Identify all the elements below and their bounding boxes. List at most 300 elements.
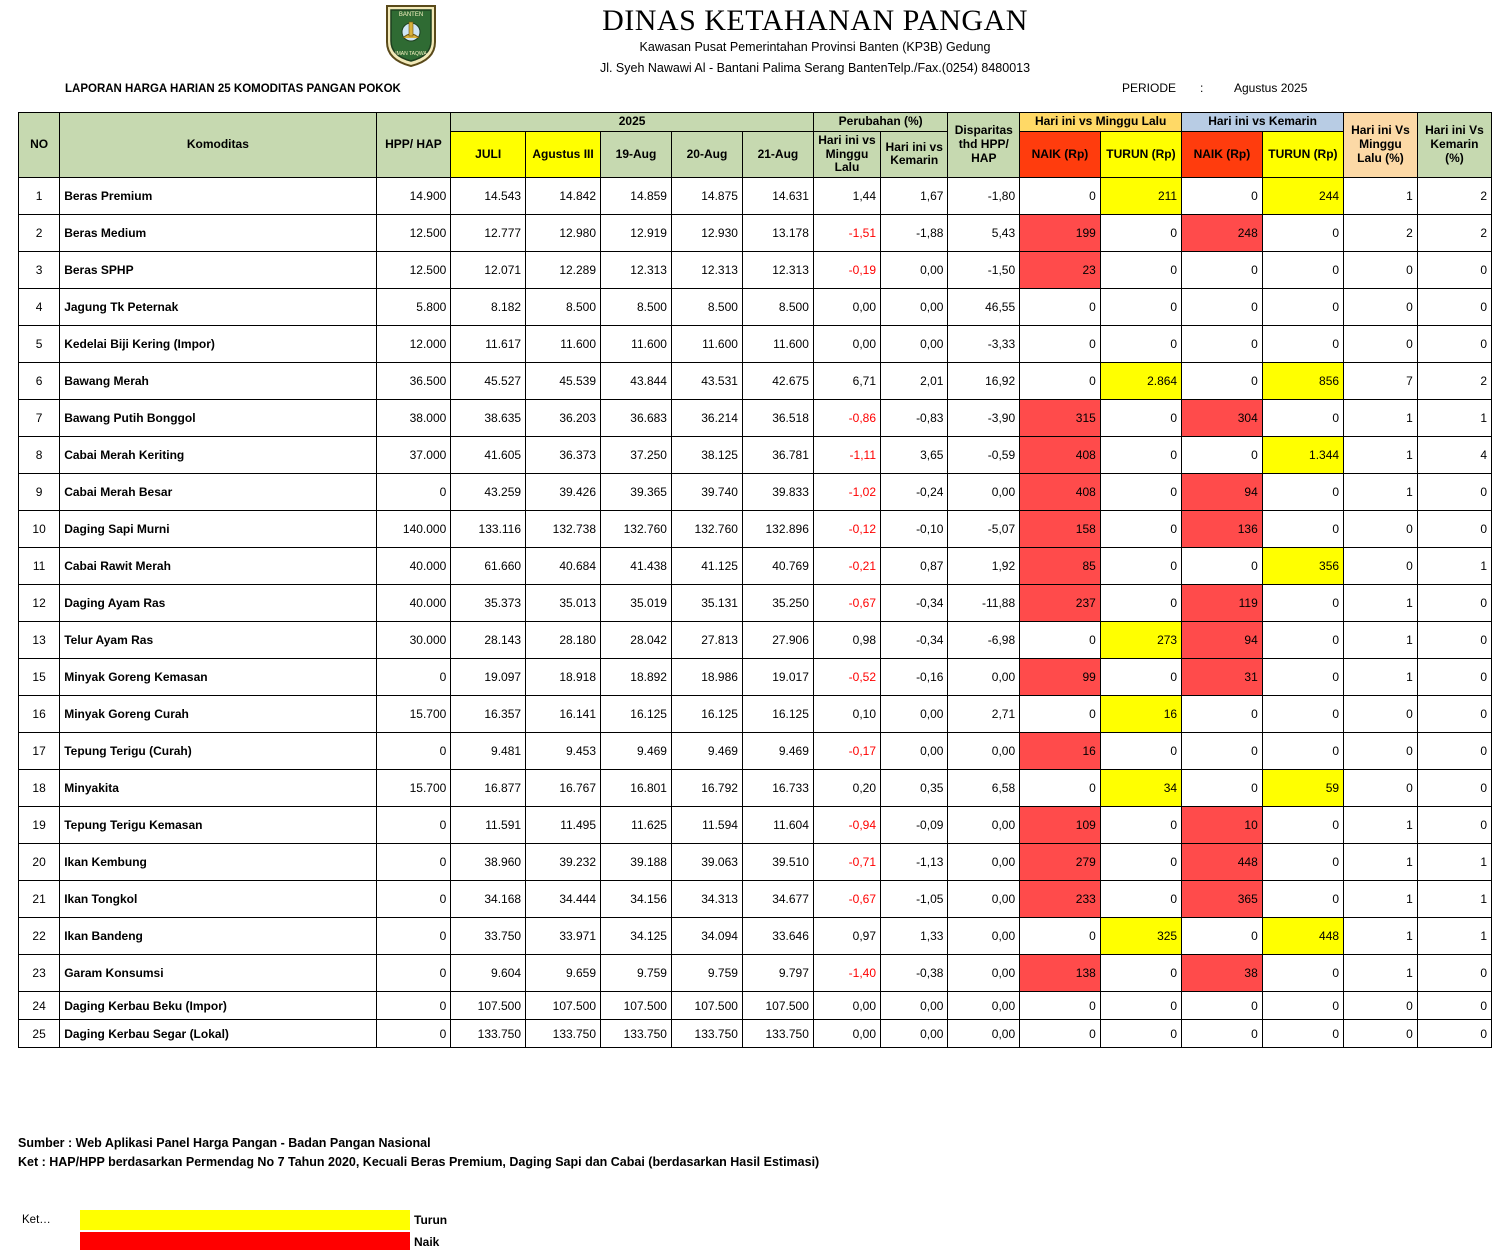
report-title: LAPORAN HARGA HARIAN 25 KOMODITAS PANGAN POKOK bbox=[65, 83, 401, 95]
pct-minggu: 0 bbox=[1344, 770, 1418, 807]
price-juli: 34.168 bbox=[451, 881, 526, 918]
price-juli: 133.116 bbox=[451, 511, 526, 548]
change-pct-kemarin: 0,35 bbox=[881, 770, 948, 807]
price-21-aug: 27.906 bbox=[742, 622, 813, 659]
price-21-aug: 9.469 bbox=[742, 733, 813, 770]
th-21-aug: 21-Aug bbox=[742, 131, 813, 177]
hpp-value: 0 bbox=[376, 1020, 451, 1048]
price-19-aug: 35.019 bbox=[601, 585, 672, 622]
legend-swatch-naik bbox=[80, 1232, 410, 1250]
disparity-value: -5,07 bbox=[948, 511, 1020, 548]
price-21-aug: 42.675 bbox=[742, 363, 813, 400]
table-row bbox=[19, 807, 1492, 844]
disparity-value: 1,92 bbox=[948, 548, 1020, 585]
price-20-aug: 41.125 bbox=[671, 548, 742, 585]
change-pct-minggu: -0,71 bbox=[813, 844, 880, 881]
turun-rp-kemarin: 0 bbox=[1262, 474, 1343, 511]
pct-kemarin: 2 bbox=[1417, 215, 1491, 252]
price-19-aug: 11.625 bbox=[601, 807, 672, 844]
row-number: 17 bbox=[19, 733, 60, 770]
th-naik-rp-minggu: NAIK (Rp) bbox=[1020, 131, 1101, 177]
disparity-value: 16,92 bbox=[948, 363, 1020, 400]
banten-coat-of-arms-icon bbox=[383, 2, 439, 68]
naik-rp-kemarin: 0 bbox=[1182, 363, 1263, 400]
price-juli: 16.357 bbox=[451, 696, 526, 733]
turun-rp-minggu: 211 bbox=[1100, 178, 1181, 215]
disparity-value: 0,00 bbox=[948, 659, 1020, 696]
naik-rp-kemarin: 119 bbox=[1182, 585, 1263, 622]
naik-rp-minggu: 0 bbox=[1020, 770, 1101, 807]
commodity-name: Cabai Merah Keriting bbox=[60, 437, 376, 474]
disparity-value: 0,00 bbox=[948, 807, 1020, 844]
change-pct-minggu: -0,94 bbox=[813, 807, 880, 844]
th-pct-kemarin: Hari ini Vs Kemarin (%) bbox=[1417, 113, 1491, 178]
row-number: 13 bbox=[19, 622, 60, 659]
naik-rp-kemarin: 0 bbox=[1182, 548, 1263, 585]
price-20-aug: 11.600 bbox=[671, 326, 742, 363]
naik-rp-kemarin: 0 bbox=[1182, 1020, 1263, 1048]
disparity-value: -3,90 bbox=[948, 400, 1020, 437]
pct-minggu: 0 bbox=[1344, 733, 1418, 770]
price-agustus: 132.738 bbox=[526, 511, 601, 548]
disparity-value: 6,58 bbox=[948, 770, 1020, 807]
naik-rp-kemarin: 94 bbox=[1182, 474, 1263, 511]
hpp-value: 38.000 bbox=[376, 400, 451, 437]
turun-rp-minggu: 34 bbox=[1100, 770, 1181, 807]
change-pct-kemarin: 0,00 bbox=[881, 1020, 948, 1048]
price-agustus: 14.842 bbox=[526, 178, 601, 215]
price-21-aug: 14.631 bbox=[742, 178, 813, 215]
row-number: 8 bbox=[19, 437, 60, 474]
row-number: 11 bbox=[19, 548, 60, 585]
price-juli: 41.605 bbox=[451, 437, 526, 474]
th-group-minggu: Hari ini vs Minggu Lalu bbox=[1020, 113, 1182, 132]
change-pct-kemarin: -0,09 bbox=[881, 807, 948, 844]
row-number: 3 bbox=[19, 252, 60, 289]
change-pct-minggu: -1,11 bbox=[813, 437, 880, 474]
pct-minggu: 1 bbox=[1344, 844, 1418, 881]
price-agustus: 45.539 bbox=[526, 363, 601, 400]
price-agustus: 18.918 bbox=[526, 659, 601, 696]
pct-kemarin: 2 bbox=[1417, 178, 1491, 215]
turun-rp-kemarin: 356 bbox=[1262, 548, 1343, 585]
change-pct-kemarin: 0,00 bbox=[881, 326, 948, 363]
change-pct-kemarin: 2,01 bbox=[881, 363, 948, 400]
period-value: Agustus 2025 bbox=[1234, 81, 1308, 95]
turun-rp-kemarin: 244 bbox=[1262, 178, 1343, 215]
svg-text:BANTEN: BANTEN bbox=[398, 12, 424, 18]
price-juli: 11.617 bbox=[451, 326, 526, 363]
row-number: 25 bbox=[19, 1020, 60, 1048]
price-19-aug: 9.759 bbox=[601, 955, 672, 992]
naik-rp-kemarin: 248 bbox=[1182, 215, 1263, 252]
row-number: 21 bbox=[19, 881, 60, 918]
naik-rp-kemarin: 0 bbox=[1182, 178, 1263, 215]
table-row bbox=[19, 215, 1492, 252]
price-20-aug: 27.813 bbox=[671, 622, 742, 659]
turun-rp-minggu: 0 bbox=[1100, 289, 1181, 326]
naik-rp-minggu: 408 bbox=[1020, 474, 1101, 511]
naik-rp-minggu: 0 bbox=[1020, 1020, 1101, 1048]
price-20-aug: 43.531 bbox=[671, 363, 742, 400]
naik-rp-minggu: 23 bbox=[1020, 252, 1101, 289]
row-number: 1 bbox=[19, 178, 60, 215]
price-20-aug: 11.594 bbox=[671, 807, 742, 844]
naik-rp-minggu: 279 bbox=[1020, 844, 1101, 881]
price-21-aug: 36.518 bbox=[742, 400, 813, 437]
hpp-value: 0 bbox=[376, 844, 451, 881]
naik-rp-minggu: 16 bbox=[1020, 733, 1101, 770]
price-juli: 61.660 bbox=[451, 548, 526, 585]
price-juli: 33.750 bbox=[451, 918, 526, 955]
naik-rp-kemarin: 0 bbox=[1182, 770, 1263, 807]
change-pct-kemarin: 1,33 bbox=[881, 918, 948, 955]
price-19-aug: 8.500 bbox=[601, 289, 672, 326]
change-pct-minggu: -0,21 bbox=[813, 548, 880, 585]
table-row bbox=[19, 363, 1492, 400]
price-19-aug: 41.438 bbox=[601, 548, 672, 585]
th-year: 2025 bbox=[451, 113, 814, 132]
table-row bbox=[19, 918, 1492, 955]
price-19-aug: 37.250 bbox=[601, 437, 672, 474]
price-20-aug: 8.500 bbox=[671, 289, 742, 326]
table-row bbox=[19, 881, 1492, 918]
turun-rp-kemarin: 0 bbox=[1262, 1020, 1343, 1048]
turun-rp-minggu: 0 bbox=[1100, 400, 1181, 437]
turun-rp-kemarin: 0 bbox=[1262, 400, 1343, 437]
change-pct-kemarin: 1,67 bbox=[881, 178, 948, 215]
pct-minggu: 1 bbox=[1344, 807, 1418, 844]
change-pct-minggu: 1,44 bbox=[813, 178, 880, 215]
price-21-aug: 8.500 bbox=[742, 289, 813, 326]
turun-rp-kemarin: 1.344 bbox=[1262, 437, 1343, 474]
price-21-aug: 19.017 bbox=[742, 659, 813, 696]
price-20-aug: 39.740 bbox=[671, 474, 742, 511]
commodity-name: Tepung Terigu Kemasan bbox=[60, 807, 376, 844]
hpp-note: Ket : HAP/HPP berdasarkan Permendag No 7 Tahun 2020, Kecuali Beras Premium, Daging Sapi dan Cabai (berdasarkan Hasil Estimasi) bbox=[18, 1154, 820, 1169]
change-pct-kemarin: 0,87 bbox=[881, 548, 948, 585]
th-chg-kemarin: Hari ini vs Kemarin bbox=[881, 131, 948, 177]
naik-rp-kemarin: 0 bbox=[1182, 733, 1263, 770]
naik-rp-kemarin: 304 bbox=[1182, 400, 1263, 437]
price-agustus: 36.373 bbox=[526, 437, 601, 474]
turun-rp-kemarin: 448 bbox=[1262, 918, 1343, 955]
price-juli: 9.481 bbox=[451, 733, 526, 770]
naik-rp-kemarin: 0 bbox=[1182, 992, 1263, 1020]
turun-rp-kemarin: 0 bbox=[1262, 955, 1343, 992]
commodity-name: Ikan Bandeng bbox=[60, 918, 376, 955]
change-pct-minggu: -1,51 bbox=[813, 215, 880, 252]
table-row bbox=[19, 696, 1492, 733]
pct-kemarin: 0 bbox=[1417, 585, 1491, 622]
price-19-aug: 34.125 bbox=[601, 918, 672, 955]
change-pct-minggu: -0,12 bbox=[813, 511, 880, 548]
row-number: 24 bbox=[19, 992, 60, 1020]
commodity-name: Daging Sapi Murni bbox=[60, 511, 376, 548]
commodity-name: Bawang Merah bbox=[60, 363, 376, 400]
naik-rp-minggu: 408 bbox=[1020, 437, 1101, 474]
change-pct-kemarin: 3,65 bbox=[881, 437, 948, 474]
price-juli: 9.604 bbox=[451, 955, 526, 992]
th-pct-minggu: Hari ini Vs Minggu Lalu (%) bbox=[1344, 113, 1418, 178]
hpp-value: 40.000 bbox=[376, 585, 451, 622]
disparity-value: 0,00 bbox=[948, 844, 1020, 881]
hpp-value: 0 bbox=[376, 955, 451, 992]
change-pct-kemarin: 0,00 bbox=[881, 992, 948, 1020]
naik-rp-minggu: 233 bbox=[1020, 881, 1101, 918]
turun-rp-kemarin: 0 bbox=[1262, 215, 1343, 252]
price-21-aug: 11.604 bbox=[742, 807, 813, 844]
hpp-value: 36.500 bbox=[376, 363, 451, 400]
table-row bbox=[19, 178, 1492, 215]
table-row bbox=[19, 622, 1492, 659]
price-20-aug: 34.094 bbox=[671, 918, 742, 955]
legend-label: Ket… bbox=[22, 1214, 51, 1226]
turun-rp-minggu: 0 bbox=[1100, 659, 1181, 696]
price-juli: 11.591 bbox=[451, 807, 526, 844]
table-row bbox=[19, 511, 1492, 548]
price-juli: 12.777 bbox=[451, 215, 526, 252]
turun-rp-kemarin: 856 bbox=[1262, 363, 1343, 400]
pct-minggu: 1 bbox=[1344, 881, 1418, 918]
th-perubahan: Perubahan (%) bbox=[813, 113, 948, 132]
price-20-aug: 132.760 bbox=[671, 511, 742, 548]
organization-address-line2: Jl. Syeh Nawawi Al - Bantani Palima Serang BantenTelp./Fax.(0254) 8480013 bbox=[599, 61, 1031, 75]
price-juli: 45.527 bbox=[451, 363, 526, 400]
naik-rp-kemarin: 365 bbox=[1182, 881, 1263, 918]
change-pct-minggu: -0,52 bbox=[813, 659, 880, 696]
turun-rp-kemarin: 0 bbox=[1262, 289, 1343, 326]
naik-rp-minggu: 0 bbox=[1020, 178, 1101, 215]
price-20-aug: 12.930 bbox=[671, 215, 742, 252]
organization-title: DINAS KETAHANAN PANGAN bbox=[602, 4, 1028, 37]
price-19-aug: 133.750 bbox=[601, 1020, 672, 1048]
pct-minggu: 2 bbox=[1344, 215, 1418, 252]
price-agustus: 35.013 bbox=[526, 585, 601, 622]
commodity-name: Beras Medium bbox=[60, 215, 376, 252]
price-20-aug: 39.063 bbox=[671, 844, 742, 881]
commodity-name: Ikan Kembung bbox=[60, 844, 376, 881]
row-number: 2 bbox=[19, 215, 60, 252]
price-19-aug: 28.042 bbox=[601, 622, 672, 659]
row-number: 9 bbox=[19, 474, 60, 511]
naik-rp-kemarin: 0 bbox=[1182, 437, 1263, 474]
hpp-value: 0 bbox=[376, 881, 451, 918]
price-agustus: 12.980 bbox=[526, 215, 601, 252]
table-row bbox=[19, 1020, 1492, 1048]
disparity-value: -0,59 bbox=[948, 437, 1020, 474]
naik-rp-minggu: 237 bbox=[1020, 585, 1101, 622]
turun-rp-minggu: 325 bbox=[1100, 918, 1181, 955]
commodity-name: Minyak Goreng Kemasan bbox=[60, 659, 376, 696]
commodity-name: Ikan Tongkol bbox=[60, 881, 376, 918]
turun-rp-minggu: 273 bbox=[1100, 622, 1181, 659]
row-number: 18 bbox=[19, 770, 60, 807]
change-pct-minggu: 0,98 bbox=[813, 622, 880, 659]
footnotes bbox=[18, 1134, 819, 1172]
pct-kemarin: 4 bbox=[1417, 437, 1491, 474]
pct-minggu: 0 bbox=[1344, 511, 1418, 548]
pct-kemarin: 1 bbox=[1417, 548, 1491, 585]
price-agustus: 107.500 bbox=[526, 992, 601, 1020]
change-pct-kemarin: -0,83 bbox=[881, 400, 948, 437]
pct-minggu: 1 bbox=[1344, 622, 1418, 659]
pct-kemarin: 0 bbox=[1417, 474, 1491, 511]
turun-rp-minggu: 0 bbox=[1100, 326, 1181, 363]
th-no: NO bbox=[19, 113, 60, 178]
change-pct-minggu: -0,67 bbox=[813, 881, 880, 918]
disparity-value: 0,00 bbox=[948, 733, 1020, 770]
naik-rp-minggu: 0 bbox=[1020, 622, 1101, 659]
pct-kemarin: 1 bbox=[1417, 844, 1491, 881]
naik-rp-kemarin: 0 bbox=[1182, 918, 1263, 955]
row-number: 4 bbox=[19, 289, 60, 326]
turun-rp-kemarin: 0 bbox=[1262, 659, 1343, 696]
pct-minggu: 0 bbox=[1344, 289, 1418, 326]
table-row bbox=[19, 659, 1492, 696]
pct-minggu: 1 bbox=[1344, 178, 1418, 215]
commodity-name: Jagung Tk Peternak bbox=[60, 289, 376, 326]
change-pct-minggu: -0,86 bbox=[813, 400, 880, 437]
price-juli: 16.877 bbox=[451, 770, 526, 807]
table-row bbox=[19, 252, 1492, 289]
commodity-name: Minyakita bbox=[60, 770, 376, 807]
turun-rp-kemarin: 0 bbox=[1262, 807, 1343, 844]
commodity-name: Daging Ayam Ras bbox=[60, 585, 376, 622]
naik-rp-minggu: 0 bbox=[1020, 992, 1101, 1020]
change-pct-kemarin: 0,00 bbox=[881, 696, 948, 733]
table-row bbox=[19, 400, 1492, 437]
th-group-kemarin: Hari ini vs Kemarin bbox=[1182, 113, 1344, 132]
change-pct-kemarin: 0,00 bbox=[881, 289, 948, 326]
disparity-value: 5,43 bbox=[948, 215, 1020, 252]
price-21-aug: 16.733 bbox=[742, 770, 813, 807]
hpp-value: 40.000 bbox=[376, 548, 451, 585]
row-number: 7 bbox=[19, 400, 60, 437]
turun-rp-kemarin: 0 bbox=[1262, 326, 1343, 363]
price-agustus: 16.141 bbox=[526, 696, 601, 733]
th-turun-rp-kemarin: TURUN (Rp) bbox=[1262, 131, 1343, 177]
price-agustus: 39.426 bbox=[526, 474, 601, 511]
pct-kemarin: 1 bbox=[1417, 400, 1491, 437]
price-21-aug: 16.125 bbox=[742, 696, 813, 733]
pct-kemarin: 0 bbox=[1417, 622, 1491, 659]
period-info bbox=[1122, 81, 1307, 95]
pct-kemarin: 0 bbox=[1417, 807, 1491, 844]
change-pct-minggu: 0,00 bbox=[813, 289, 880, 326]
naik-rp-kemarin: 0 bbox=[1182, 252, 1263, 289]
turun-rp-kemarin: 59 bbox=[1262, 770, 1343, 807]
pct-kemarin: 0 bbox=[1417, 1020, 1491, 1048]
th-naik-rp-kemarin: NAIK (Rp) bbox=[1182, 131, 1263, 177]
turun-rp-minggu: 0 bbox=[1100, 1020, 1181, 1048]
table-row bbox=[19, 955, 1492, 992]
row-number: 12 bbox=[19, 585, 60, 622]
price-juli: 133.750 bbox=[451, 1020, 526, 1048]
pct-kemarin: 0 bbox=[1417, 289, 1491, 326]
naik-rp-minggu: 0 bbox=[1020, 696, 1101, 733]
change-pct-minggu: 0,00 bbox=[813, 992, 880, 1020]
commodity-name: Garam Konsumsi bbox=[60, 955, 376, 992]
price-19-aug: 39.365 bbox=[601, 474, 672, 511]
turun-rp-minggu: 2.864 bbox=[1100, 363, 1181, 400]
naik-rp-kemarin: 94 bbox=[1182, 622, 1263, 659]
pct-minggu: 1 bbox=[1344, 955, 1418, 992]
pct-kemarin: 0 bbox=[1417, 733, 1491, 770]
pct-minggu: 1 bbox=[1344, 437, 1418, 474]
change-pct-minggu: 6,71 bbox=[813, 363, 880, 400]
hpp-value: 12.500 bbox=[376, 215, 451, 252]
hpp-value: 12.000 bbox=[376, 326, 451, 363]
change-pct-kemarin: -0,24 bbox=[881, 474, 948, 511]
price-juli: 35.373 bbox=[451, 585, 526, 622]
disparity-value: -1,80 bbox=[948, 178, 1020, 215]
pct-kemarin: 0 bbox=[1417, 326, 1491, 363]
naik-rp-minggu: 0 bbox=[1020, 363, 1101, 400]
table-row bbox=[19, 437, 1492, 474]
price-20-aug: 35.131 bbox=[671, 585, 742, 622]
change-pct-kemarin: -1,88 bbox=[881, 215, 948, 252]
pct-kemarin: 0 bbox=[1417, 992, 1491, 1020]
commodity-name: Cabai Merah Besar bbox=[60, 474, 376, 511]
period-label: PERIODE bbox=[1122, 81, 1177, 95]
commodity-name: Cabai Rawit Merah bbox=[60, 548, 376, 585]
source-note: Sumber : Web Aplikasi Panel Harga Pangan - Badan Pangan Nasional bbox=[18, 1136, 431, 1150]
price-21-aug: 9.797 bbox=[742, 955, 813, 992]
change-pct-kemarin: -0,34 bbox=[881, 622, 948, 659]
row-number: 16 bbox=[19, 696, 60, 733]
naik-rp-kemarin: 0 bbox=[1182, 289, 1263, 326]
naik-rp-kemarin: 0 bbox=[1182, 326, 1263, 363]
price-21-aug: 39.833 bbox=[742, 474, 813, 511]
pct-minggu: 0 bbox=[1344, 326, 1418, 363]
naik-rp-kemarin: 10 bbox=[1182, 807, 1263, 844]
change-pct-kemarin: 0,00 bbox=[881, 733, 948, 770]
change-pct-kemarin: -0,34 bbox=[881, 585, 948, 622]
pct-minggu: 1 bbox=[1344, 400, 1418, 437]
th-komoditas: Komoditas bbox=[60, 113, 376, 178]
naik-rp-kemarin: 38 bbox=[1182, 955, 1263, 992]
naik-rp-minggu: 0 bbox=[1020, 326, 1101, 363]
table-header bbox=[19, 113, 1492, 178]
th-agustus: Agustus III bbox=[526, 131, 601, 177]
price-19-aug: 12.919 bbox=[601, 215, 672, 252]
price-19-aug: 9.469 bbox=[601, 733, 672, 770]
price-19-aug: 14.859 bbox=[601, 178, 672, 215]
price-19-aug: 16.801 bbox=[601, 770, 672, 807]
pct-kemarin: 1 bbox=[1417, 881, 1491, 918]
price-juli: 107.500 bbox=[451, 992, 526, 1020]
hpp-value: 14.900 bbox=[376, 178, 451, 215]
price-19-aug: 18.892 bbox=[601, 659, 672, 696]
price-21-aug: 12.313 bbox=[742, 252, 813, 289]
hpp-value: 0 bbox=[376, 474, 451, 511]
th-chg-minggu: Hari ini vs Minggu Lalu bbox=[813, 131, 880, 177]
price-19-aug: 36.683 bbox=[601, 400, 672, 437]
price-21-aug: 33.646 bbox=[742, 918, 813, 955]
price-21-aug: 34.677 bbox=[742, 881, 813, 918]
pct-minggu: 1 bbox=[1344, 585, 1418, 622]
turun-rp-kemarin: 0 bbox=[1262, 696, 1343, 733]
change-pct-minggu: -1,40 bbox=[813, 955, 880, 992]
price-19-aug: 11.600 bbox=[601, 326, 672, 363]
turun-rp-kemarin: 0 bbox=[1262, 844, 1343, 881]
disparity-value: 0,00 bbox=[948, 881, 1020, 918]
pct-minggu: 0 bbox=[1344, 992, 1418, 1020]
pct-minggu: 0 bbox=[1344, 1020, 1418, 1048]
commodity-name: Beras Premium bbox=[60, 178, 376, 215]
price-juli: 43.259 bbox=[451, 474, 526, 511]
